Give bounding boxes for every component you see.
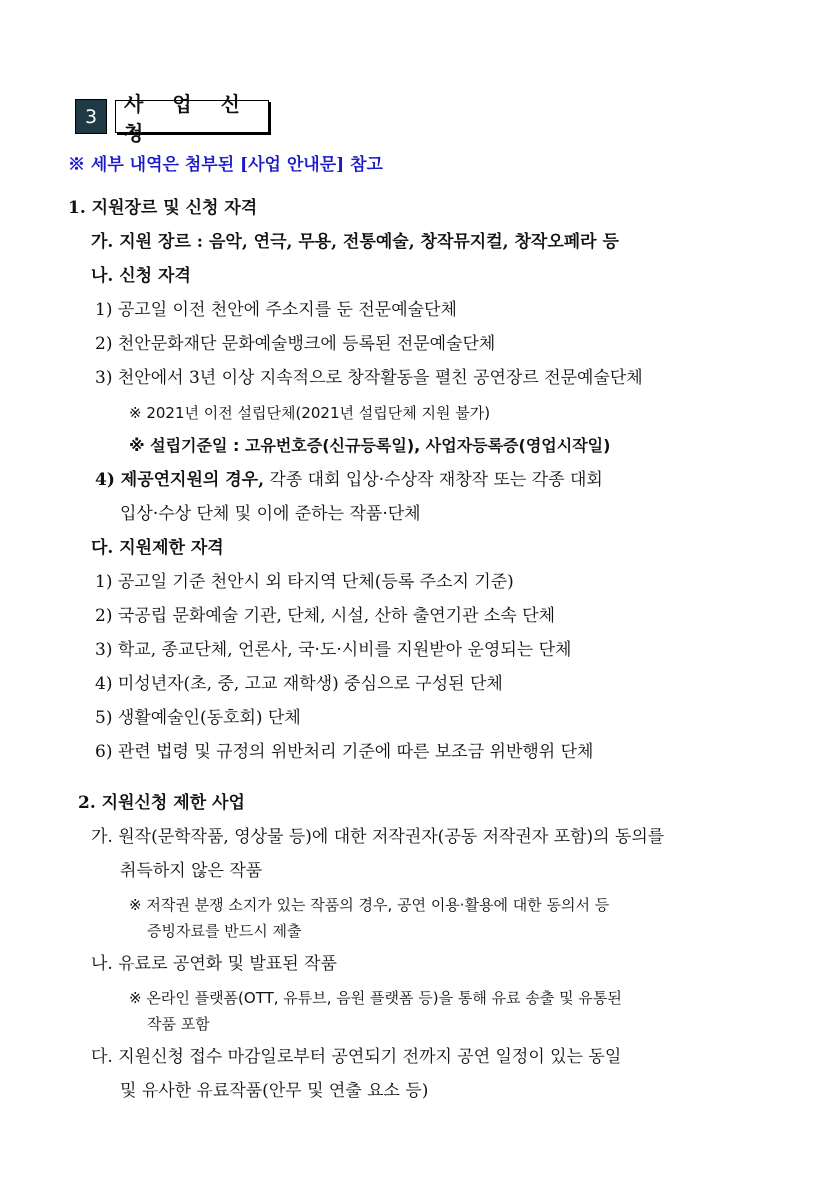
part2-heading: 2. 지원신청 제한 사업: [78, 793, 245, 813]
section-title: 사 업 신 청: [115, 100, 269, 133]
section-header: [75, 91, 269, 145]
note-establishment-year: ※ 2021년 이전 설립단체(2021년 설립단체 지원 불가): [129, 404, 491, 422]
restriction-item: 3) 학교, 종교단체, 언론사, 국·도·시비를 지원받아 운영되는 단체: [95, 640, 572, 660]
online-platform-note-cont: 작품 포함: [147, 1015, 210, 1033]
eligibility-item: 2) 천안문화재단 문화예술뱅크에 등록된 전문예술단체: [95, 334, 496, 354]
support-genre: 가. 지원 장르 : 음악, 연극, 무용, 전통예술, 창작뮤지컬, 창작오페라 등: [91, 232, 619, 252]
restricted-project-na: 나. 유료로 공연화 및 발표된 작품: [91, 954, 337, 974]
reference-note: ※ 세부 내역은 첨부된 [사업 안내문] 참고: [68, 155, 383, 175]
restriction-heading: 다. 지원제한 자격: [91, 538, 224, 558]
restricted-project-ga-cont: 취득하지 않은 작품: [120, 861, 263, 881]
note-establishment-criteria: ※ 설립기준일 : 고유번호증(신규등록일), 사업자등록증(영업시작일): [129, 436, 611, 455]
online-platform-note: ※ 온라인 플랫폼(OTT, 유튜브, 음원 플랫폼 등)을 통해 유료 송출 및 유통된: [129, 989, 622, 1007]
eligibility-item-4-text: 각종 대회 입상·수상작 재창작 또는 각종 대회: [264, 470, 603, 490]
section-number-badge: 3: [75, 99, 107, 134]
restricted-project-da: 다. 지원신청 접수 마감일로부터 공연되기 전까지 공연 일정이 있는 동일: [91, 1047, 622, 1067]
part1-heading: 1. 지원장르 및 신청 자격: [68, 198, 258, 218]
eligibility-heading: 나. 신청 자격: [91, 266, 191, 286]
restriction-item: 1) 공고일 기준 천안시 외 타지역 단체(등록 주소지 기준): [95, 572, 514, 592]
copyright-note: ※ 저작권 분쟁 소지가 있는 작품의 경우, 공연 이용·활용에 대한 동의서 등: [129, 896, 610, 914]
restriction-item: 6) 관련 법령 및 규정의 위반처리 기준에 따른 보조금 위반행위 단체: [95, 742, 594, 762]
restriction-item: 2) 국공립 문화예술 기관, 단체, 시설, 산하 출연기관 소속 단체: [95, 606, 555, 626]
restricted-project-da-cont: 및 유사한 유료작품(안무 및 연출 요소 등): [120, 1081, 429, 1101]
eligibility-item-4: [95, 469, 603, 491]
restriction-item: 4) 미성년자(초, 중, 고교 재학생) 중심으로 구성된 단체: [95, 674, 503, 694]
eligibility-item: 3) 천안에서 3년 이상 지속적으로 창작활동을 펼친 공연장르 전문예술단체: [95, 368, 643, 388]
eligibility-item-4-cont: 입상·수상 단체 및 이에 준하는 작품·단체: [120, 504, 421, 524]
eligibility-item-4-emphasis: 4) 제공연지원의 경우,: [95, 470, 265, 490]
restriction-item: 5) 생활예술인(동호회) 단체: [95, 708, 301, 728]
restricted-project-ga: 가. 원작(문학작품, 영상물 등)에 대한 저작권자(공동 저작권자 포함)의 동의를: [91, 827, 665, 847]
copyright-note-cont: 증빙자료를 반드시 제출: [147, 922, 302, 940]
eligibility-item: 1) 공고일 이전 천안에 주소지를 둔 전문예술단체: [95, 300, 457, 320]
